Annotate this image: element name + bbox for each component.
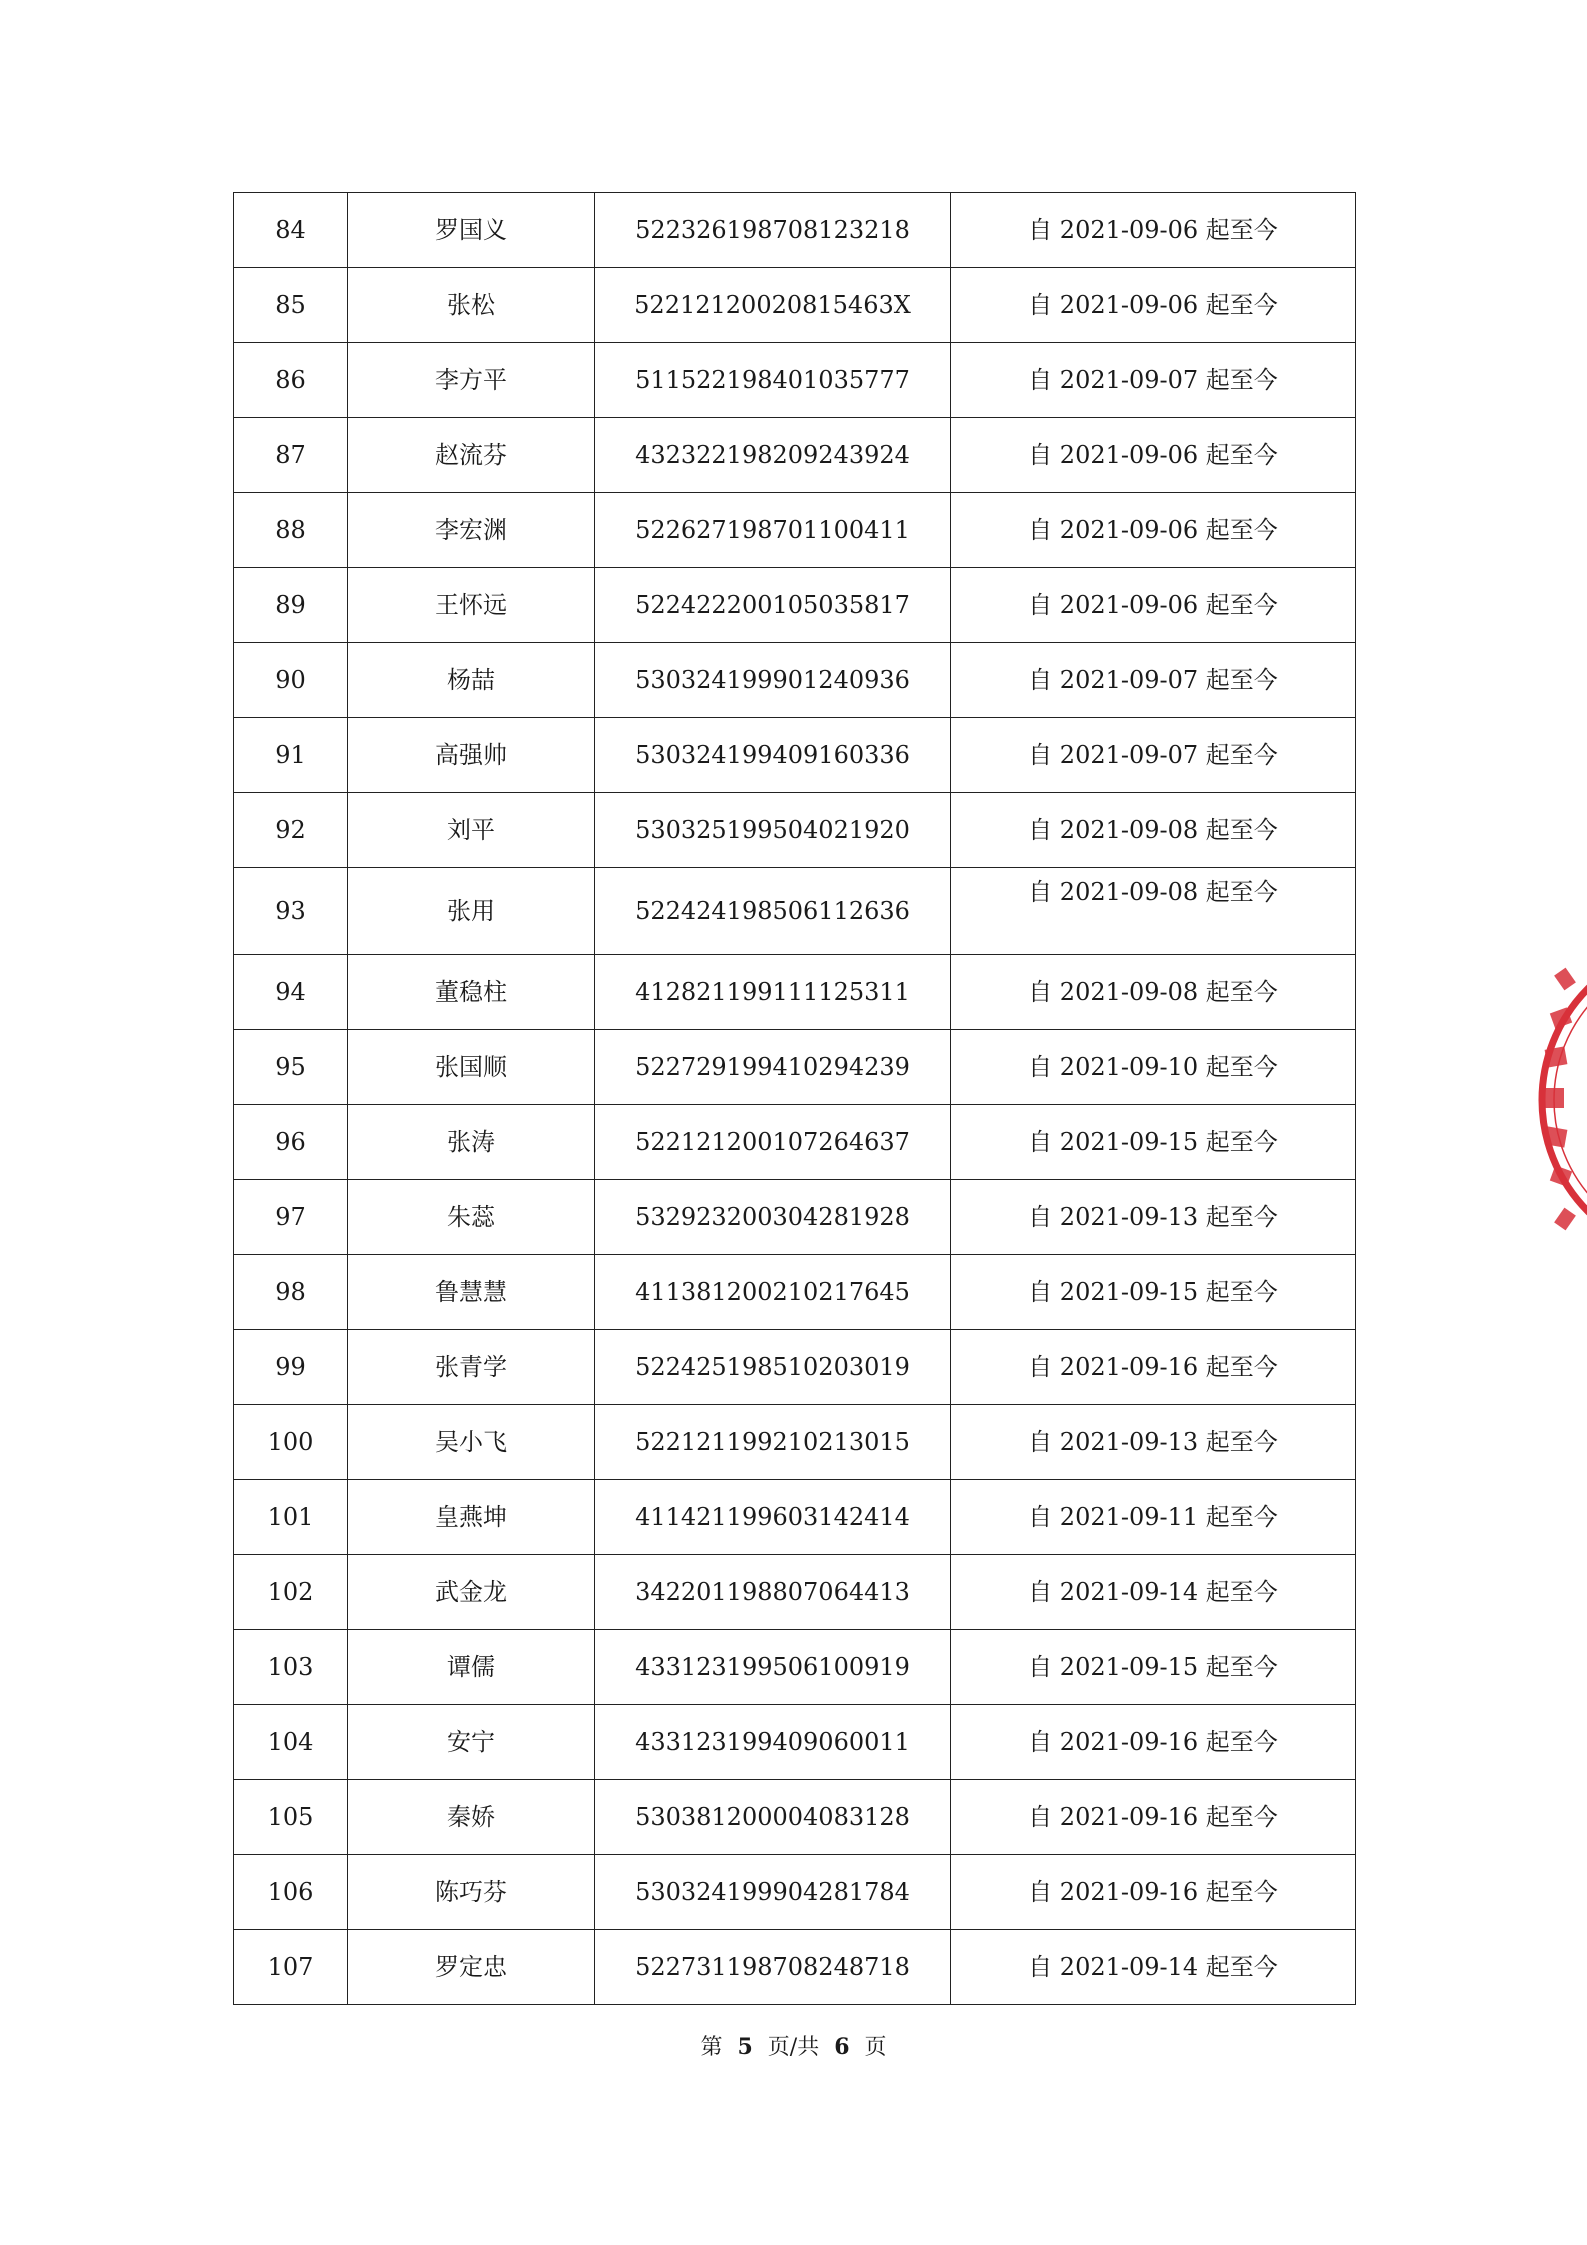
row-index: 94 — [234, 955, 348, 1030]
row-name: 刘平 — [348, 793, 595, 868]
row-period: 自 2021-09-08 起至今 — [951, 793, 1356, 868]
row-index: 90 — [234, 643, 348, 718]
row-index: 95 — [234, 1030, 348, 1105]
footer-middle: 页/共 — [767, 2035, 820, 2060]
row-id-number: 530381200004083128 — [595, 1780, 951, 1855]
footer-total-pages: 6 — [834, 2034, 850, 2060]
table-row — [234, 868, 1356, 955]
row-period: 自 2021-09-14 起至今 — [951, 1555, 1356, 1630]
row-index: 101 — [234, 1480, 348, 1555]
row-period: 自 2021-09-15 起至今 — [951, 1105, 1356, 1180]
row-name: 朱蕊 — [348, 1180, 595, 1255]
row-name: 张涛 — [348, 1105, 595, 1180]
row-index: 88 — [234, 493, 348, 568]
table-row — [234, 1255, 1356, 1330]
row-name: 谭儒 — [348, 1630, 595, 1705]
row-period: 自 2021-09-13 起至今 — [951, 1180, 1356, 1255]
row-index: 92 — [234, 793, 348, 868]
table-row — [234, 1705, 1356, 1780]
row-index: 100 — [234, 1405, 348, 1480]
row-name: 王怀远 — [348, 568, 595, 643]
row-period: 自 2021-09-08 起至今 — [951, 955, 1356, 1030]
row-index: 107 — [234, 1930, 348, 2005]
row-id-number: 412821199111125311 — [595, 955, 951, 1030]
row-index: 91 — [234, 718, 348, 793]
row-index: 106 — [234, 1855, 348, 1930]
row-id-number: 530324199409160336 — [595, 718, 951, 793]
row-id-number: 411381200210217645 — [595, 1255, 951, 1330]
row-id-number: 342201198807064413 — [595, 1555, 951, 1630]
table-row — [234, 1855, 1356, 1930]
row-period: 自 2021-09-07 起至今 — [951, 343, 1356, 418]
row-period: 自 2021-09-11 起至今 — [951, 1480, 1356, 1555]
row-name: 李宏渊 — [348, 493, 595, 568]
table-row — [234, 418, 1356, 493]
row-period: 自 2021-09-14 起至今 — [951, 1930, 1356, 2005]
row-id-number: 522121199210213015 — [595, 1405, 951, 1480]
row-period: 自 2021-09-15 起至今 — [951, 1255, 1356, 1330]
table-row — [234, 955, 1356, 1030]
table-row — [234, 343, 1356, 418]
row-name: 鲁慧慧 — [348, 1255, 595, 1330]
row-period: 自 2021-09-07 起至今 — [951, 718, 1356, 793]
table-row — [234, 1780, 1356, 1855]
row-period: 自 2021-09-16 起至今 — [951, 1330, 1356, 1405]
row-period: 自 2021-09-06 起至今 — [951, 418, 1356, 493]
table-row — [234, 1030, 1356, 1105]
row-id-number: 522422200105035817 — [595, 568, 951, 643]
row-period: 自 2021-09-06 起至今 — [951, 268, 1356, 343]
row-index: 89 — [234, 568, 348, 643]
row-name: 罗定忠 — [348, 1930, 595, 2005]
table-row — [234, 1180, 1356, 1255]
row-id-number: 411421199603142414 — [595, 1480, 951, 1555]
row-name: 安宁 — [348, 1705, 595, 1780]
table-row — [234, 568, 1356, 643]
table-row — [234, 1105, 1356, 1180]
row-name: 张松 — [348, 268, 595, 343]
row-id-number: 522121200107264637 — [595, 1105, 951, 1180]
row-name: 陈巧芬 — [348, 1855, 595, 1930]
row-period: 自 2021-09-15 起至今 — [951, 1630, 1356, 1705]
row-period: 自 2021-09-06 起至今 — [951, 493, 1356, 568]
row-index: 97 — [234, 1180, 348, 1255]
row-name: 皇燕坤 — [348, 1480, 595, 1555]
row-id-number: 530324199904281784 — [595, 1855, 951, 1930]
table-row — [234, 793, 1356, 868]
footer-prefix: 第 — [700, 2035, 723, 2060]
row-index: 87 — [234, 418, 348, 493]
row-name: 赵流芬 — [348, 418, 595, 493]
row-id-number: 52212120020815463X — [595, 268, 951, 343]
row-name: 杨喆 — [348, 643, 595, 718]
employee-table — [233, 192, 1356, 2005]
row-id-number: 432322198209243924 — [595, 418, 951, 493]
row-index: 84 — [234, 193, 348, 268]
employee-table-body — [234, 193, 1356, 2005]
row-index: 99 — [234, 1330, 348, 1405]
row-index: 96 — [234, 1105, 348, 1180]
row-id-number: 532923200304281928 — [595, 1180, 951, 1255]
row-id-number: 511522198401035777 — [595, 343, 951, 418]
row-index: 102 — [234, 1555, 348, 1630]
row-name: 吴小飞 — [348, 1405, 595, 1480]
row-period: 自 2021-09-06 起至今 — [951, 568, 1356, 643]
row-id-number: 433123199506100919 — [595, 1630, 951, 1705]
row-id-number: 522731198708248718 — [595, 1930, 951, 2005]
row-index: 104 — [234, 1705, 348, 1780]
table-row — [234, 1930, 1356, 2005]
table-row — [234, 1405, 1356, 1480]
row-name: 李方平 — [348, 343, 595, 418]
row-period: 自 2021-09-07 起至今 — [951, 643, 1356, 718]
footer-suffix: 页 — [864, 2035, 887, 2060]
row-id-number: 433123199409060011 — [595, 1705, 951, 1780]
row-period: 自 2021-09-13 起至今 — [951, 1405, 1356, 1480]
table-row — [234, 1480, 1356, 1555]
row-id-number: 530325199504021920 — [595, 793, 951, 868]
table-row — [234, 1630, 1356, 1705]
footer-current-page: 5 — [737, 2034, 753, 2060]
table-row — [234, 1555, 1356, 1630]
row-id-number: 522424198506112636 — [595, 868, 951, 955]
row-period: 自 2021-09-16 起至今 — [951, 1855, 1356, 1930]
row-period: 自 2021-09-08 起至今 — [951, 868, 1356, 955]
table-row — [234, 268, 1356, 343]
row-index: 103 — [234, 1630, 348, 1705]
row-index: 86 — [234, 343, 348, 418]
row-name: 张青学 — [348, 1330, 595, 1405]
row-period: 自 2021-09-10 起至今 — [951, 1030, 1356, 1105]
row-id-number: 530324199901240936 — [595, 643, 951, 718]
table-row — [234, 643, 1356, 718]
row-name: 武金龙 — [348, 1555, 595, 1630]
row-id-number: 522729199410294239 — [595, 1030, 951, 1105]
row-name: 秦娇 — [348, 1780, 595, 1855]
row-id-number: 522627198701100411 — [595, 493, 951, 568]
row-period: 自 2021-09-16 起至今 — [951, 1780, 1356, 1855]
red-seal-icon — [1530, 930, 1587, 1270]
table-row — [234, 493, 1356, 568]
row-name: 高强帅 — [348, 718, 595, 793]
table-row — [234, 193, 1356, 268]
page-footer — [0, 2030, 1587, 2061]
row-name: 董稳柱 — [348, 955, 595, 1030]
row-index: 105 — [234, 1780, 348, 1855]
row-index: 93 — [234, 868, 348, 955]
row-name: 罗国义 — [348, 193, 595, 268]
row-period: 自 2021-09-06 起至今 — [951, 193, 1356, 268]
row-index: 98 — [234, 1255, 348, 1330]
row-period: 自 2021-09-16 起至今 — [951, 1705, 1356, 1780]
row-name: 张国顺 — [348, 1030, 595, 1105]
row-name: 张用 — [348, 868, 595, 955]
row-id-number: 522326198708123218 — [595, 193, 951, 268]
row-id-number: 522425198510203019 — [595, 1330, 951, 1405]
table-row — [234, 718, 1356, 793]
table-row — [234, 1330, 1356, 1405]
row-index: 85 — [234, 268, 348, 343]
